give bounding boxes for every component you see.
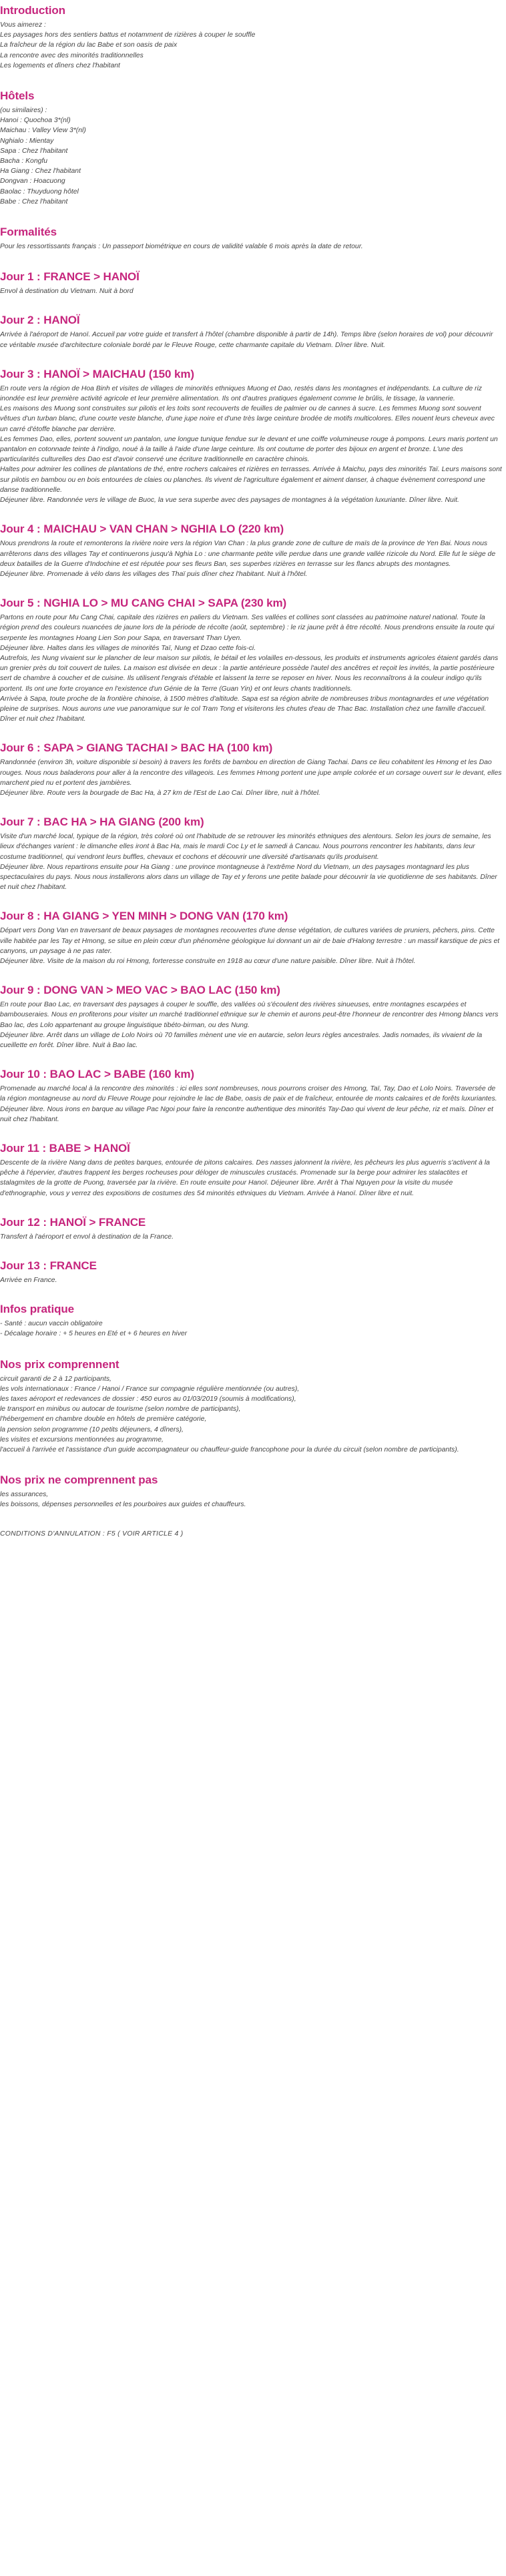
day-paragraph: Arrivée à Sapa, toute proche de la frontière chinoise, à 1500 mètres d'altitude. Sapa est sa région abrite de nombreuses tribus montagnardes et une végétation pleine de surprises. Nous aurons une vue panoramique sur le col Tram Tong et visiterons les chutes d'eau de Thac Bac. Installation chez une famille d'accueil. Dîner et nuit chez l'habitant. — [0, 695, 489, 723]
day-paragraph: Départ vers Dong Van en traversant de beaux paysages de montagnes recouvertes d'une dense végétation, de cultures variées de pruniers, pêchers, pins. Cette ville habitée par les Tay et Hmong, se situe en plein cœur d'un phénomène géologique lui donnant un air de baie d'Halong terrestre : un massif karstique de pics et canyons, un paysage à ne pas rater. — [0, 927, 500, 955]
day-section — [0, 1259, 502, 1285]
day-paragraph: Autrefois, les Nung vivaient sur le plancher de leur maison sur pilotis, le bétail et les volailles en-dessous, les produits et instruments agricoles étaient gardés dans un grenier près du toit couvert de tuiles. La maison est divisée en deux : la partie antérieure possède l'autel des ancêtres et reçoit les invités, la partie postérieure sert de chambre à coucher et de cuisine. Ils utilisent l'engrais d'étable et laissent la terre se reposer en hiver. Nous les reconnaîtrons à la couleur indigo qu'ils portent. Ils ont une forte croyance en l'existence d'un Génie de la Terre (Guan Yin) et ont leurs chants traditionnels. — [0, 654, 499, 693]
section-formalites — [0, 226, 502, 252]
day-description — [0, 330, 502, 350]
day-paragraph: Arrivée à l'aéroport de Hanoï. Accueil par votre guide et transfert à l'hôtel (chambre disponible à partir de 14h). Temps libre (selon horaires de vol) pour découvrir ce véritable musée d'architecture coloniale bordé par le Fleuve Rouge, cette charmante capitale du Vietnam. Dîner libre. Nuit. — [0, 331, 493, 349]
day-paragraph: Transfert à l'aéroport et envol à destination de la France. — [0, 1233, 174, 1241]
formalites-line: Pour les ressortissants français : Un passeport biométrique en cours de validité valable 6 mois après la date de retour. — [0, 243, 363, 251]
day-title: Jour 3 : HANOÏ > MAICHAU (150 km) — [0, 367, 194, 380]
day-title: Jour 2 : HANOÏ — [0, 314, 80, 327]
day-title: Jour 8 : HA GIANG > YEN MINH > DONG VAN (170 km) — [0, 910, 288, 923]
day-title: Jour 5 : NGHIA LO > MU CANG CHAI > SAPA (230 km) — [0, 597, 287, 610]
introduction-line: Les paysages hors des sentiers battus et notamment de rizières à couper le souffle — [0, 31, 256, 39]
day-title: Jour 1 : FRANCE > HANOÏ — [0, 270, 140, 284]
hotel-line: Babe : Chez l'habitant — [0, 198, 68, 206]
day-title: Jour 12 : HANOÏ > FRANCE — [0, 1215, 146, 1229]
section-hotels — [0, 89, 502, 207]
hotel-line: Hanoi : Quochoa 3*(nl) — [0, 117, 71, 125]
day-paragraph: Randonnée (environ 3h, voiture disponible si besoin) à travers les forêts de bambou en direction de Giang Tachai. Dans ce lieu cohabitent les Hmong et les Dao rouges. Nous nous baladerons pour aller à la rencontre des villageois. Les femmes Hmong portent une jupe ample colorée et un corsage ouvert sur le devant, elles marchent pied nu et portent des jambières. — [0, 759, 502, 787]
excluded-item: les assurances, — [0, 1491, 49, 1499]
section-title-prix-comprennent: Nos prix comprennent — [0, 1357, 119, 1371]
day-section — [0, 1216, 502, 1242]
info-line: - Santé : aucun vaccin obligatoire — [0, 1320, 103, 1328]
day-paragraph: Descente de la rivière Nang dans de petites barques, entourée de pitons calcaires. Des nasses jalonnent la rivière, les pêcheurs les plus aguerris s'activent à la pêche à l'épervier, d'autres frappent les berges rocheuses pour déloger de minuscules crustacés. Promenade sur la berge pour admirer les stalactites et stalagmites de la grotte de Puong, traversée par la rivière. En route ensuite pour Hanoï. Déjeuner libre. Arrêt à Thai Nguyen pour la visite du musée d'ethnographie, vous y verrez des expositions de costumes des 54 minorités ethniques du Vietnam. Arrivée à Hanoï. Dîner libre et nuit. — [0, 1159, 490, 1197]
day-paragraph: Visite d'un marché local, typique de la région, très coloré où ont l'habitude de se retrouver les minorités ethniques des alentours. Selon les jours de semaine, les lieux d'échanges varient : le dimanche elles iront à Bac Ha, mais le mardi Coc Ly et le samedi à Cancau. Nous pourrons rencontrer les habitants, dans leur costume traditionnel, qui vendront leurs buffles, chevaux et cochons et découvrir une diversité d'artisanats qu'ils produisent. — [0, 833, 491, 861]
introduction-line: Vous aimerez : — [0, 21, 46, 29]
day-paragraph: Partons en route pour Mu Cang Chai, capitale des rizières en paliers du Vietnam. Ses vallées et collines sont classées au patrimoine naturel national. Toute la région prend des couleurs nuancées de jaune lors de la période de récolte (août, septembre) : le riz jaune prêt à être récolté. Nous prendrons ensuite la route qui serpente les montagnes Hoang Lien Son pour Sapa, en traversant Than Uyen. — [0, 614, 495, 642]
section-title-formalites: Formalités — [0, 226, 57, 239]
day-paragraph: Déjeuner libre. Arrêt dans un village de Lolo Noirs où 70 familles mènent une vie en autarcie, selon leurs règles ancestrales. Jadis nomades, ils vivaient de la cueillette en forêt. Dîner libre. Nuit à Bao lac. — [0, 1031, 483, 1049]
day-paragraph: Arrivée en France. — [0, 1277, 57, 1285]
introduction-line: La rencontre avec des minorités traditionnelles — [0, 51, 144, 59]
day-paragraph: Déjeuner libre. Randonnée vers le village de Buoc, la vue sera superbe avec des paysages de montagnes à la végétation luxuriante. Dîner libre. Nuit. — [0, 497, 459, 505]
included-item: la pension selon programme (10 petits déjeuners, 4 dîners), — [0, 1425, 184, 1433]
section-introduction — [0, 4, 502, 71]
included-item: l'hébergement en chambre double en hôtels de première catégorie, — [0, 1415, 207, 1423]
section-prix-ne-comprennent-pas — [0, 1474, 502, 1510]
cancellation-conditions: CONDITIONS D'ANNULATION : F5 ( VOIR ARTICLE 4 ) — [0, 1530, 184, 1538]
day-title: Jour 10 : BAO LAC > BABE (160 km) — [0, 1068, 194, 1081]
included-item: les vols internationaux : France / Hanoi / France sur compagnie régulière mentionnée (ou autres), — [0, 1385, 300, 1393]
day-section — [0, 314, 502, 350]
day-description — [0, 539, 502, 579]
day-paragraph: Promenade au marché local à la rencontre des minorités : ici elles sont nombreuses, nous pourrons croiser des Hmong, Taï, Tay, Dao et Lolo Noirs. Traversée de la région montagneuse au nord du Fleuve Rouge pour rejoindre le lac de Babe, oasis de paix et de fraîcheur, entourée de monts calcaires et de forêts luxuriantes. Déjeuner libre. Nous irons en barque au village Pac Ngoi pour faire la rencontre authentique des minorités Tay-Dao qui vivent de leur pêche, riz et maïs. Dîner et nuit chez l'habitant. — [0, 1085, 497, 1123]
section-title-prix-ne-comprennent: Nos prix ne comprennent pas — [0, 1474, 158, 1487]
day-title: Jour 7 : BAC HA > HA GIANG (200 km) — [0, 816, 204, 829]
info-line: - Décalage horaire : + 5 heures en Eté et + 6 heures en hiver — [0, 1330, 188, 1338]
section-title-hotels: Hôtels — [0, 89, 35, 103]
day-description — [0, 1084, 502, 1124]
day-paragraph: Nous prendrons la route et remonterons la rivière noire vers la région Van Chan : la plus grande zone de culture de maïs de la province de Yen Bai. Nous nous arrêterons dans des villages Tay et continuerons jusqu'à Nghia Lo : une charmante petite ville perdue dans une grande vallée rizicole du Nord. Elle fut le siège de deux batailles de la Guerre d'Indochine et est réputée pour ses fleurs Ban, ses superbes rizières en terrasse sur les flancs abrupts des montagnes. — [0, 540, 496, 568]
day-section — [0, 1068, 502, 1124]
hotel-line: Ha Giang : Chez l'habitant — [0, 168, 81, 176]
day-paragraph: Déjeuner libre. Promenade à vélo dans les villages des Thaï puis dîner chez l'habitant. Nuit à l'hôtel. — [0, 570, 308, 578]
day-paragraph: Déjeuner libre. Route vers la bourgade de Bac Ha, à 27 km de l'Est de Lao Cai. Dîner libre, nuit à l'hôtel. — [0, 789, 320, 797]
day-title: Jour 13 : FRANCE — [0, 1259, 97, 1273]
included-item: circuit garanti de 2 à 12 participants, — [0, 1375, 111, 1383]
infos-list — [0, 1319, 502, 1339]
hotel-line: Maichau : Valley View 3*(nl) — [0, 127, 86, 135]
day-section — [0, 597, 502, 724]
day-description — [0, 1158, 502, 1199]
hotel-line: Sapa : Chez l'habitant — [0, 147, 68, 155]
introduction-line: La fraîcheur de la région du lac Babe et son oasis de paix — [0, 41, 178, 49]
day-description — [0, 832, 502, 892]
day-description — [0, 384, 502, 505]
excluded-item: les boissons, dépenses personnelles et les pourboires aux guides et chauffeurs. — [0, 1501, 246, 1509]
hotel-line: (ou similaires) : — [0, 107, 47, 115]
day-description — [0, 613, 502, 724]
day-paragraph: En route pour Bao Lac, en traversant des paysages à couper le souffle, des vallées où s'écoulent des rivières sinueuses, entre montagnes escarpées et bambouseraies. Nous en profiterons pour visiter un marché traditionnel ethnique sur le chemin et aurons peut-être l'honneur de rencontrer des Hmong blancs vers Bao lac, des Lolo appartenant au groupe linguistique tibéto-birman, ou des Nung. — [0, 1001, 499, 1029]
day-section — [0, 741, 502, 798]
day-section — [0, 1142, 502, 1199]
day-section — [0, 368, 502, 505]
section-title-introduction: Introduction — [0, 4, 65, 17]
day-section — [0, 523, 502, 579]
day-section — [0, 270, 502, 296]
day-description — [0, 1275, 502, 1285]
day-description — [0, 1232, 502, 1242]
day-paragraph: Haltes pour admirer les collines de plantations de thé, entre rochers calcaires et rizières en terrasses. Arrivée à Maichu, pays des minorités Taï. Leurs maisons sont sur pilotis en bambou ou en bois entourées de claies ou planches. Ils vivent de l'agriculture également et aiment danser, à chaque évènement correspond une danse traditionnelle. — [0, 466, 502, 494]
day-paragraph: Envol à destination du Vietnam. Nuit à bord — [0, 288, 134, 296]
prix-comprennent-list — [0, 1374, 502, 1456]
day-description — [0, 757, 502, 798]
day-title: Jour 4 : MAICHAU > VAN CHAN > NGHIA LO (220 km) — [0, 523, 284, 536]
hotel-line: Baolac : Thuyduong hôtel — [0, 188, 79, 196]
day-paragraph: Déjeuner libre. Visite de la maison du roi Hmong, forteresse construite en 1918 au cœur d'une nature paisible. Dîner libre. Nuit à l'hôtel. — [0, 957, 416, 965]
introduction-line: Les logements et dîners chez l'habitant — [0, 61, 120, 69]
day-paragraph: Les maisons des Muong sont construites sur pilotis et les toits sont recouverts de feuilles de palmier ou de cannes à sucre. Les femmes Muong sont souvent vêtues d'un turban blanc, d'une courte veste blanche, d'une jupe noire et d'une très large ceinture brodée de motifs multicolores. Elles nouent leurs cheveux avec un carré d'étoffe blanche par derrière. — [0, 405, 495, 433]
introduction-list — [0, 20, 502, 71]
itinerary-days — [0, 270, 502, 1285]
day-paragraph: Déjeuner libre. Haltes dans les villages de minorités Taï, Nung et Dzao cette fois-ci. — [0, 644, 256, 652]
day-title: Jour 11 : BABE > HANOÏ — [0, 1142, 130, 1155]
day-section — [0, 984, 502, 1050]
hotel-line: Dongvan : Hoacuong — [0, 178, 65, 186]
day-section — [0, 816, 502, 892]
included-item: l'accueil à l'arrivée et l'assistance d'un guide accompagnateur ou chauffeur-guide francophone pour la durée du circuit (selon nombre de participants). — [0, 1446, 459, 1454]
hotel-line: Bacha : Kongfu — [0, 157, 48, 166]
section-prix-comprennent — [0, 1358, 502, 1456]
day-title: Jour 6 : SAPA > GIANG TACHAI > BAC HA (100 km) — [0, 741, 273, 755]
section-title-infos: Infos pratique — [0, 1303, 74, 1316]
day-paragraph: En route vers la région de Hoa Binh et visites de villages de minorités ethniques Muong et Dao, restés dans les montagnes et indépendants. La culture de riz inondée est leur première activité agricole et leur première alimentation. Ils ont d'autres pratiques également comme le brûlis, le tissage, la vannerie. — [0, 384, 482, 403]
included-item: les visites et excursions mentionnées au programme, — [0, 1435, 164, 1443]
hotel-line: Nghialo : Mientay — [0, 137, 54, 145]
formalites-text — [0, 242, 502, 252]
prix-ne-comprennent-list — [0, 1490, 502, 1510]
day-paragraph: Déjeuner libre. Nous repartirons ensuite pour Ha Giang : une province montagneuse à l'extrême Nord du Vietnam, un des paysages montagnard les plus spectaculaires du pays. Nous nous installerons alors dans un village de Tay et y ferons une petite balade pour découvrir la vie quotidienne de ses habitants. Dîner et nuit chez l'habitant. — [0, 863, 497, 892]
hotels-list — [0, 105, 502, 207]
day-description — [0, 926, 502, 966]
included-item: le transport en minibus ou autocar de tourisme (selon nombre de participants), — [0, 1405, 241, 1413]
day-description — [0, 286, 502, 296]
day-paragraph: Les femmes Dao, elles, portent souvent un pantalon, une longue tunique fendue sur le devant et une coiffe volumineuse rouge à pompons. Leurs maris portent un pantalon en cotonnade teinte à l'indigo, noué à la taille à l'aide d'une large ceinture. Ils ont coutume de porter des bijoux en argent et bronze. L'une des particularités culturelles des Dao est d'avoir conservé une écriture traditionnelle en caractère chinois. — [0, 435, 498, 464]
included-item: les taxes aéroport et redevances de dossier : 450 euros au 01/03/2019 (soumis à modifications), — [0, 1395, 296, 1403]
day-title: Jour 9 : DONG VAN > MEO VAC > BAO LAC (150 km) — [0, 984, 280, 997]
day-section — [0, 910, 502, 966]
section-infos-pratique — [0, 1303, 502, 1339]
day-description — [0, 1000, 502, 1050]
